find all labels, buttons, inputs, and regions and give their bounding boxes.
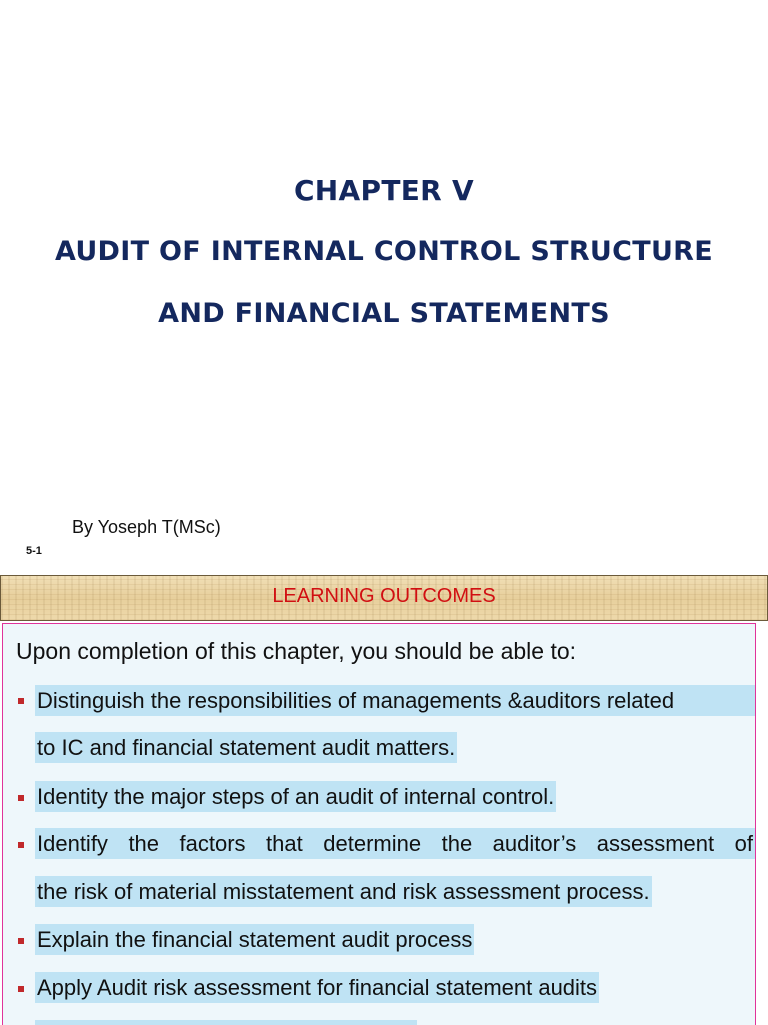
bullet-icon: [18, 938, 24, 944]
bullet-icon: [18, 698, 24, 704]
chapter-title-line-1: AUDIT OF INTERNAL CONTROL STRUCTURE: [54, 236, 714, 267]
outcome-1-line-2: to IC and financial statement audit matters.: [35, 732, 457, 763]
banner-title: LEARNING OUTCOMES: [272, 585, 496, 607]
outcome-2-line-1: Identity the major steps of an audit of internal control.: [35, 781, 556, 812]
outcome-3-line-2: the risk of material misstatement and risk assessment process.: [35, 876, 652, 907]
chapter-title-line-2: AND FINANCIAL STATEMENTS: [158, 298, 610, 329]
outcome-3-line-1: Identify the factors that determine the auditor’s assessment of: [35, 828, 755, 859]
bullet-icon: [18, 842, 24, 848]
chapter-heading: CHAPTER V: [293, 174, 475, 207]
outcome-1-line-1: Distinguish the responsibilities of managements &auditors related: [35, 685, 755, 716]
bullet-icon: [18, 795, 24, 801]
bullet-icon: [18, 986, 24, 992]
learning-outcomes-panel: [2, 623, 756, 1025]
outcome-5-line-1: Apply Audit risk assessment for financial statement audits: [35, 972, 599, 1003]
slide-number: 5-1: [26, 545, 42, 557]
outcome-4-line-1: Explain the financial statement audit process: [35, 924, 474, 955]
cropped-next-line: [35, 1020, 417, 1025]
author-name: By Yoseph T(MSc): [72, 517, 221, 537]
intro-text: Upon completion of this chapter, you should be able to:: [16, 638, 577, 664]
learning-outcomes-banner: [0, 575, 768, 621]
